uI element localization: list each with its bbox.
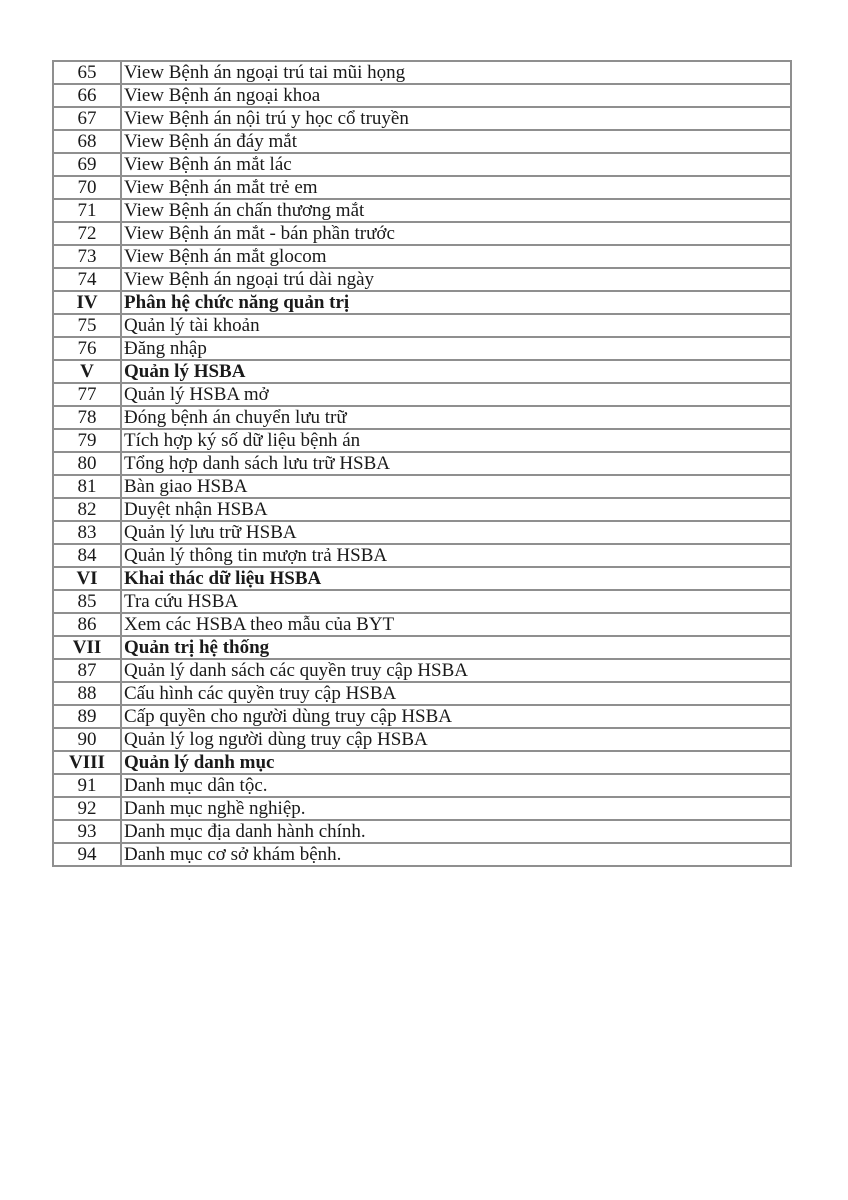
feature-list-table — [52, 60, 792, 867]
table-row — [53, 199, 791, 222]
table-row — [53, 774, 791, 797]
row-number: 66 — [53, 84, 121, 107]
row-label: View Bệnh án nội trú y học cổ truyền — [121, 107, 791, 130]
table-row — [53, 544, 791, 567]
table-row — [53, 682, 791, 705]
row-number: 69 — [53, 153, 121, 176]
row-label: Quản lý HSBA — [121, 360, 791, 383]
row-number: 70 — [53, 176, 121, 199]
row-label: Cấp quyền cho người dùng truy cập HSBA — [121, 705, 791, 728]
table-row — [53, 130, 791, 153]
table-row — [53, 797, 791, 820]
row-label: Cấu hình các quyền truy cập HSBA — [121, 682, 791, 705]
row-number: 86 — [53, 613, 121, 636]
row-label: Quản lý danh mục — [121, 751, 791, 774]
row-number: 93 — [53, 820, 121, 843]
table-row — [53, 728, 791, 751]
table-row — [53, 383, 791, 406]
row-number: 87 — [53, 659, 121, 682]
row-label: Danh mục địa danh hành chính. — [121, 820, 791, 843]
row-label: View Bệnh án ngoại trú dài ngày — [121, 268, 791, 291]
row-number: 65 — [53, 61, 121, 84]
row-label: Danh mục dân tộc. — [121, 774, 791, 797]
table-row — [53, 245, 791, 268]
table-row — [53, 498, 791, 521]
row-number: 84 — [53, 544, 121, 567]
row-number: 88 — [53, 682, 121, 705]
row-number: VIII — [53, 751, 121, 774]
row-number: VI — [53, 567, 121, 590]
row-number: 67 — [53, 107, 121, 130]
row-number: 94 — [53, 843, 121, 866]
table-row — [53, 705, 791, 728]
row-number: 90 — [53, 728, 121, 751]
table-row — [53, 107, 791, 130]
row-number: 83 — [53, 521, 121, 544]
row-number: 91 — [53, 774, 121, 797]
row-label: Phân hệ chức năng quản trị — [121, 291, 791, 314]
row-number: 81 — [53, 475, 121, 498]
table-row — [53, 659, 791, 682]
row-number: 68 — [53, 130, 121, 153]
table-row — [53, 153, 791, 176]
row-number: 89 — [53, 705, 121, 728]
table-row — [53, 590, 791, 613]
table-row — [53, 61, 791, 84]
section-header-row — [53, 360, 791, 383]
table-row — [53, 314, 791, 337]
row-number: 82 — [53, 498, 121, 521]
row-label: Quản lý danh sách các quyền truy cập HSBA — [121, 659, 791, 682]
row-number: 78 — [53, 406, 121, 429]
table-row — [53, 337, 791, 360]
feature-list-table-body — [53, 61, 791, 866]
row-label: View Bệnh án mắt lác — [121, 153, 791, 176]
row-number: VII — [53, 636, 121, 659]
row-number: IV — [53, 291, 121, 314]
row-label: View Bệnh án mắt glocom — [121, 245, 791, 268]
row-number: 73 — [53, 245, 121, 268]
row-number: 72 — [53, 222, 121, 245]
section-header-row — [53, 636, 791, 659]
row-label: Quản lý HSBA mở — [121, 383, 791, 406]
table-row — [53, 268, 791, 291]
row-label: Danh mục cơ sở khám bệnh. — [121, 843, 791, 866]
section-header-row — [53, 751, 791, 774]
section-header-row — [53, 291, 791, 314]
row-number: 85 — [53, 590, 121, 613]
row-label: Xem các HSBA theo mẫu của BYT — [121, 613, 791, 636]
row-number: V — [53, 360, 121, 383]
row-label: View Bệnh án đáy mắt — [121, 130, 791, 153]
row-label: Duyệt nhận HSBA — [121, 498, 791, 521]
row-label: Danh mục nghề nghiệp. — [121, 797, 791, 820]
row-label: Quản trị hệ thống — [121, 636, 791, 659]
row-number: 71 — [53, 199, 121, 222]
table-row — [53, 429, 791, 452]
table-row — [53, 521, 791, 544]
row-label: Bàn giao HSBA — [121, 475, 791, 498]
row-label: Quản lý tài khoản — [121, 314, 791, 337]
row-number: 76 — [53, 337, 121, 360]
row-label: Quản lý log người dùng truy cập HSBA — [121, 728, 791, 751]
row-label: View Bệnh án ngoại khoa — [121, 84, 791, 107]
row-label: Quản lý thông tin mượn trả HSBA — [121, 544, 791, 567]
row-label: Tra cứu HSBA — [121, 590, 791, 613]
row-label: View Bệnh án mắt - bán phần trước — [121, 222, 791, 245]
row-number: 79 — [53, 429, 121, 452]
row-label: View Bệnh án chấn thương mắt — [121, 199, 791, 222]
row-label: Đăng nhập — [121, 337, 791, 360]
table-row — [53, 176, 791, 199]
table-row — [53, 406, 791, 429]
row-label: Tổng hợp danh sách lưu trữ HSBA — [121, 452, 791, 475]
table-row — [53, 222, 791, 245]
table-row — [53, 843, 791, 866]
row-label: Tích hợp ký số dữ liệu bệnh án — [121, 429, 791, 452]
row-number: 80 — [53, 452, 121, 475]
row-number: 92 — [53, 797, 121, 820]
table-row — [53, 84, 791, 107]
row-label: Đóng bệnh án chuyển lưu trữ — [121, 406, 791, 429]
table-row — [53, 820, 791, 843]
row-label: View Bệnh án ngoại trú tai mũi họng — [121, 61, 791, 84]
row-label: Quản lý lưu trữ HSBA — [121, 521, 791, 544]
row-number: 77 — [53, 383, 121, 406]
row-label: View Bệnh án mắt trẻ em — [121, 176, 791, 199]
row-number: 74 — [53, 268, 121, 291]
table-row — [53, 475, 791, 498]
section-header-row — [53, 567, 791, 590]
row-label: Khai thác dữ liệu HSBA — [121, 567, 791, 590]
row-number: 75 — [53, 314, 121, 337]
table-row — [53, 452, 791, 475]
table-row — [53, 613, 791, 636]
